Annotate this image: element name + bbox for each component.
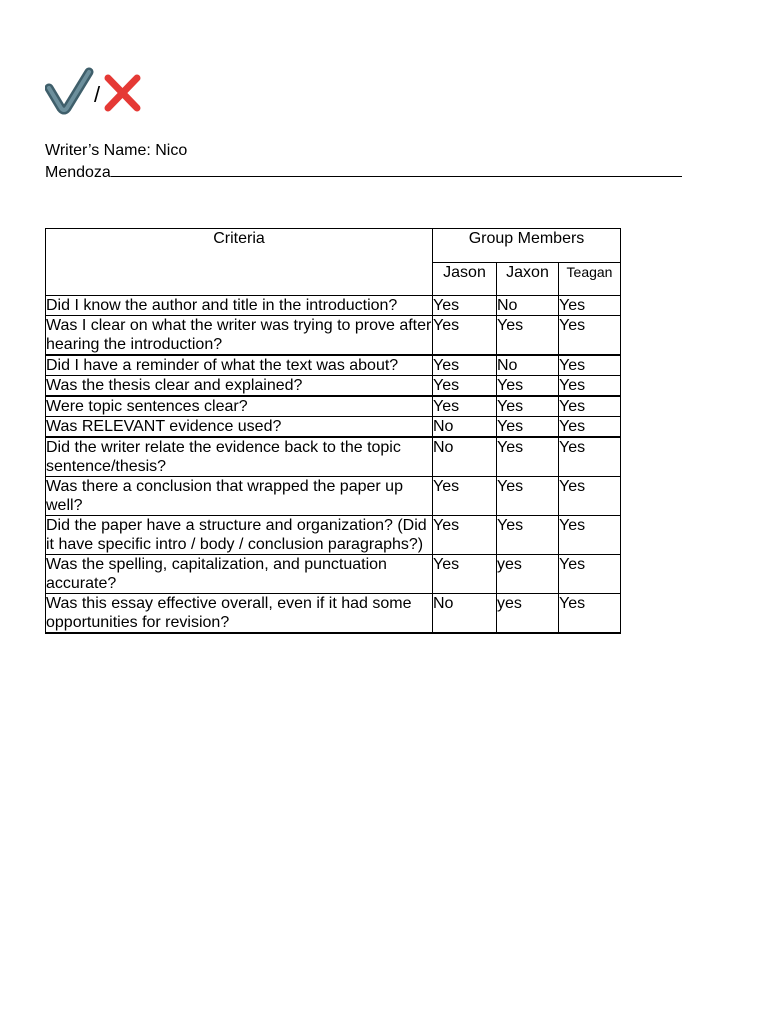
cross-mark-icon xyxy=(108,78,137,108)
member-header-teagan: Teagan xyxy=(559,263,621,296)
criterion-cell: Were topic sentences clear? xyxy=(46,396,433,417)
writer-name-label: Writer’s Name: xyxy=(45,142,151,159)
answer-jason: Yes xyxy=(433,555,497,594)
answer-jason: Yes xyxy=(433,296,497,316)
answer-jaxon: Yes xyxy=(497,316,559,356)
criterion-cell: Was RELEVANT evidence used? xyxy=(46,417,433,438)
answer-jaxon: Yes xyxy=(497,477,559,516)
answer-teagan: Yes xyxy=(559,477,621,516)
table-row xyxy=(46,355,621,376)
answer-jason: Yes xyxy=(433,396,497,417)
answer-jason: Yes xyxy=(433,355,497,376)
table-row xyxy=(46,555,621,594)
criterion-cell: Was this essay effective overall, even if it had some opportunities for revision? xyxy=(46,594,433,634)
name-underline xyxy=(111,162,682,177)
answer-jason: No xyxy=(433,417,497,438)
criterion-cell: Was there a conclusion that wrapped the paper up well? xyxy=(46,477,433,516)
answer-teagan: Yes xyxy=(559,376,621,397)
answer-teagan: Yes xyxy=(559,594,621,634)
answer-teagan: Yes xyxy=(559,316,621,356)
table-row xyxy=(46,296,621,316)
table-header-row xyxy=(46,229,621,263)
answer-jaxon: No xyxy=(497,296,559,316)
answer-jaxon: yes xyxy=(497,555,559,594)
answer-jaxon: Yes xyxy=(497,437,559,477)
group-members-header: Group Members xyxy=(433,229,621,263)
table-row xyxy=(46,516,621,555)
criterion-cell: Was I clear on what the writer was trying to prove after hearing the introduction? xyxy=(46,317,432,353)
member-header-jaxon: Jaxon xyxy=(497,263,559,296)
answer-jason: No xyxy=(433,594,497,634)
criterion-cell: Was the thesis clear and explained? xyxy=(46,376,433,397)
answer-teagan: Yes xyxy=(559,396,621,417)
table-row xyxy=(46,396,621,417)
answer-jaxon: Yes xyxy=(497,396,559,417)
answer-teagan: Yes xyxy=(559,516,621,555)
table-row xyxy=(46,417,621,438)
member-header-jason: Jason xyxy=(433,263,497,296)
answer-teagan: Yes xyxy=(559,417,621,438)
answer-jason: Yes xyxy=(433,516,497,555)
criterion-cell: Did the writer relate the evidence back to the topic sentence/thesis? xyxy=(46,437,433,477)
answer-jaxon: Yes xyxy=(497,376,559,397)
criterion-cell: Did the paper have a structure and organization? (Did it have specific intro / body / conclusion paragraphs?) xyxy=(46,516,433,555)
writer-last-name: Mendoza xyxy=(45,164,111,181)
answer-jaxon: Yes xyxy=(497,516,559,555)
table-row xyxy=(46,316,621,356)
separator-slash: / xyxy=(94,82,101,107)
answer-jason: Yes xyxy=(433,376,497,397)
table-row xyxy=(46,376,621,397)
answer-jaxon: yes xyxy=(497,594,559,634)
criterion-cell: Was the spelling, capitalization, and punctuation accurate? xyxy=(46,555,433,594)
writer-name-line xyxy=(45,140,695,184)
peer-review-table xyxy=(45,228,621,634)
answer-jason: No xyxy=(433,437,497,477)
check-mark-icon xyxy=(49,72,89,110)
check-cross-logo xyxy=(45,64,145,116)
answer-teagan: Yes xyxy=(559,355,621,376)
writer-first-name: Nico xyxy=(155,142,188,159)
answer-jaxon: Yes xyxy=(497,417,559,438)
criteria-header: Criteria xyxy=(46,229,433,296)
answer-jason: Yes xyxy=(433,477,497,516)
table-row xyxy=(46,594,621,634)
table-row xyxy=(46,437,621,477)
answer-teagan: Yes xyxy=(559,296,621,316)
answer-teagan: Yes xyxy=(559,437,621,477)
answer-jaxon: No xyxy=(497,355,559,376)
criterion-cell: Did I know the author and title in the introduction? xyxy=(46,296,433,316)
table-row xyxy=(46,477,621,516)
answer-jason: Yes xyxy=(433,316,497,356)
criterion-cell: Did I have a reminder of what the text was about? xyxy=(46,355,433,376)
answer-teagan: Yes xyxy=(559,555,621,594)
